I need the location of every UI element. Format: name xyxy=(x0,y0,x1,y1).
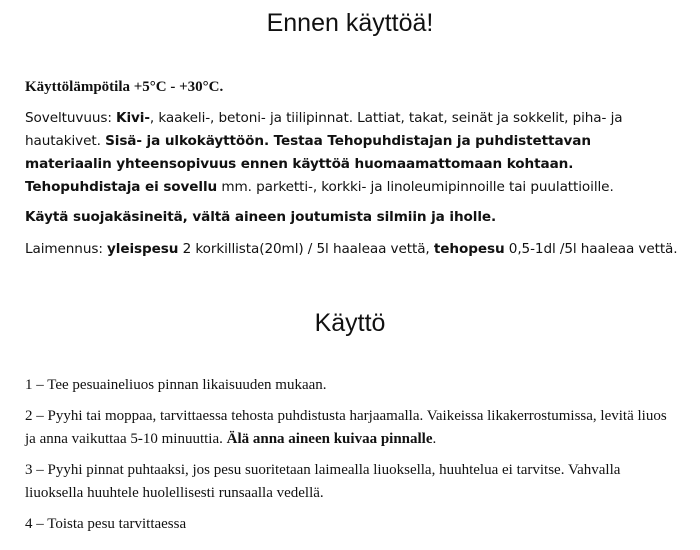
step-3: 3 – Pyyhi pinnat puhtaaksi, jos pesu suoritetaan laimealla liuoksella, huuhtelua ei tarvitse. Vahvalla liuoksella huuhtele huolellisesti runsaalla vedellä. xyxy=(25,462,621,501)
suitability-surfaces: , kaakeli-, betoni- ja tiilipinnat. Lattiat, takat, seinät ja sokkelit, piha- ja hautakivet. xyxy=(25,110,623,149)
heading-usage: Käyttö xyxy=(314,309,386,337)
safety-warning xyxy=(25,206,680,229)
dilution-power-wash: tehopesu xyxy=(433,241,505,257)
safety-warning-text: Käytä suojakäsineitä, vältä aineen joutumista silmiin ja iholle. xyxy=(25,209,497,225)
step-1: 1 – Tee pesuaineliuos pinnan likaisuuden mukaan. xyxy=(25,377,327,393)
step-2-text: 2 – Pyyhi tai moppaa, tarvittaessa tehosta puhdistusta harjaamalla. Vaikeissa likakerrostumissa, levitä liuos ja anna vaikuttaa 5-10 minuuttia. xyxy=(25,408,667,447)
suitability-exclusions: mm. parketti-, korkki- ja linoleumipinnoille tai puulattioille. xyxy=(217,179,614,195)
heading-before-use: Ennen käyttöä! xyxy=(266,9,434,37)
step-4: 4 – Toista pesu tarvittaessa xyxy=(25,516,187,532)
dilution-general-amount: 2 korkillista(20ml) / 5l haaleaa vettä, xyxy=(178,241,434,257)
step-2-end: . xyxy=(432,431,437,447)
dilution-label: Laimennus: xyxy=(25,241,108,257)
step-2 xyxy=(25,405,680,451)
suitability-bold-stone: Kivi- xyxy=(116,110,150,126)
dilution-power-amount: 0,5-1dl /5l haaleaa vettä. xyxy=(504,241,678,257)
suitability-bold-test: Sisä- ja ulkokäyttöön. Testaa Tehopuhdistajan ja puhdistettavan materiaalin yhteensopivuus ennen käyttöä huomaamattomaan kohtaan. xyxy=(25,133,591,172)
temperature-line xyxy=(25,76,680,99)
dilution-general-wash: yleispesu xyxy=(107,241,179,257)
temperature-text: Käyttölämpötila +5°C - +30°C. xyxy=(25,79,224,95)
step-2-warning: Älä anna aineen kuivaa pinnalle xyxy=(226,431,433,447)
suitability-label: Soveltuvuus: xyxy=(25,110,117,126)
dilution-paragraph xyxy=(25,238,680,261)
suitability-bold-not-suitable: Tehopuhdistaja ei sovellu xyxy=(25,179,218,195)
suitability-paragraph xyxy=(25,107,680,199)
